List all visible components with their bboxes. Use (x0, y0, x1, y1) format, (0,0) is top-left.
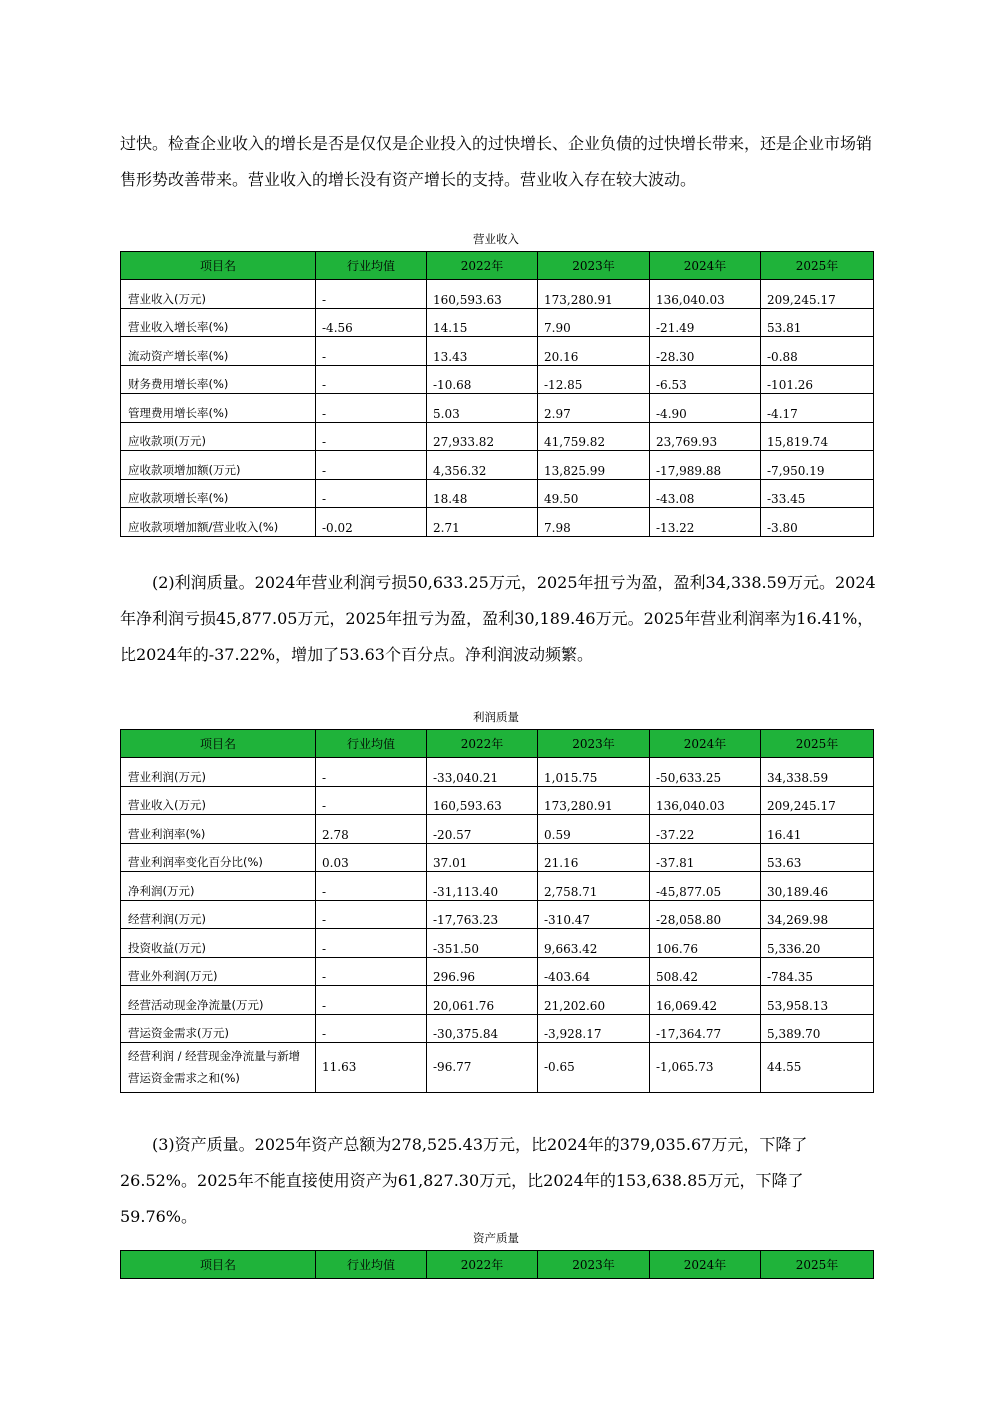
cell-industry-avg: - (316, 280, 427, 309)
cell-2023: 20.16 (538, 337, 650, 366)
cell-2023: 2,758.71 (538, 872, 650, 901)
row-label: 经营利润 / 经营现金净流量与新增营运资金需求之和(%) (121, 1043, 316, 1093)
cell-2024: -37.81 (650, 843, 761, 872)
header-2022: 2022年 (427, 252, 538, 280)
cell-2024: 136,040.03 (650, 786, 761, 815)
cell-2025: 16.41 (761, 815, 874, 844)
header-2023: 2023年 (538, 252, 650, 280)
revenue-table-caption: 营业收入 (473, 232, 519, 246)
cell-2024: -17,989.88 (650, 451, 761, 480)
header-industry-avg: 行业均值 (316, 730, 427, 758)
cell-2024: 16,069.42 (650, 986, 761, 1015)
asset-paragraph: (3)资产质量。2025年资产总额为278,525.43万元，比2024年的379,035.67万元，下降了26.52%。2025年不能直接使用资产为61,827.30万元，比2024年的153,638.85万元，下降了59.76%。 (120, 1135, 808, 1226)
profit-table (120, 729, 874, 1093)
cell-2022: 2.71 (427, 508, 538, 537)
asset-table-caption: 资产质量 (473, 1231, 519, 1245)
cell-2022: 5.03 (427, 394, 538, 423)
table-row (121, 843, 874, 872)
cell-2023: -12.85 (538, 365, 650, 394)
cell-industry-avg: -4.56 (316, 308, 427, 337)
cell-2023: -3,928.17 (538, 1014, 650, 1043)
profit-table-body (121, 758, 874, 1043)
cell-2024: 136,040.03 (650, 280, 761, 309)
cell-industry-avg: - (316, 758, 427, 787)
header-2025: 2025年 (761, 252, 874, 280)
revenue-table (120, 251, 874, 537)
cell-2024: -4.90 (650, 394, 761, 423)
row-label: 营业收入增长率(%) (121, 308, 316, 337)
cell-2025: -101.26 (761, 365, 874, 394)
cell-industry-avg: - (316, 451, 427, 480)
cell-2025: 5,389.70 (761, 1014, 874, 1043)
cell-2022: 14.15 (427, 308, 538, 337)
table-row (121, 786, 874, 815)
header-2023: 2023年 (538, 1251, 650, 1279)
cell-industry-avg: 11.63 (316, 1043, 427, 1093)
cell-2022: -351.50 (427, 929, 538, 958)
cell-2023: 49.50 (538, 479, 650, 508)
header-item-name: 项目名 (121, 1251, 316, 1279)
cell-2022: -31,113.40 (427, 872, 538, 901)
cell-2022: -20.57 (427, 815, 538, 844)
header-industry-avg: 行业均值 (316, 1251, 427, 1279)
cell-2023: 21.16 (538, 843, 650, 872)
table-row (121, 280, 874, 309)
cell-industry-avg: - (316, 337, 427, 366)
table-header-row (121, 730, 874, 758)
table-row (121, 451, 874, 480)
cell-2024: -43.08 (650, 479, 761, 508)
cell-2024: 508.42 (650, 957, 761, 986)
profit-table-caption: 利润质量 (473, 710, 519, 724)
row-label: 营业收入(万元) (121, 280, 316, 309)
cell-2022: -17,763.23 (427, 900, 538, 929)
cell-2023: 7.98 (538, 508, 650, 537)
cell-2022: -10.68 (427, 365, 538, 394)
table-row (121, 758, 874, 787)
cell-2024: 23,769.93 (650, 422, 761, 451)
cell-2024: -28,058.80 (650, 900, 761, 929)
cell-2022: 160,593.63 (427, 280, 538, 309)
row-label: 营业利润率(%) (121, 815, 316, 844)
cell-2022: 160,593.63 (427, 786, 538, 815)
table-row (121, 957, 874, 986)
header-2022: 2022年 (427, 1251, 538, 1279)
table-row (121, 1043, 874, 1093)
cell-2022: 37.01 (427, 843, 538, 872)
cell-industry-avg: - (316, 422, 427, 451)
table-row (121, 365, 874, 394)
cell-2024: -37.22 (650, 815, 761, 844)
header-2024: 2024年 (650, 730, 761, 758)
header-item-name: 项目名 (121, 730, 316, 758)
header-item-name: 项目名 (121, 252, 316, 280)
cell-2024: -13.22 (650, 508, 761, 537)
table-row (121, 872, 874, 901)
cell-industry-avg: - (316, 929, 427, 958)
row-label: 应收款项增加额(万元) (121, 451, 316, 480)
cell-2025: -3.80 (761, 508, 874, 537)
cell-2023: 173,280.91 (538, 786, 650, 815)
table-row (121, 394, 874, 423)
cell-industry-avg: - (316, 479, 427, 508)
header-2024: 2024年 (650, 1251, 761, 1279)
row-label: 营业利润率变化百分比(%) (121, 843, 316, 872)
cell-2022: 13.43 (427, 337, 538, 366)
table-header-row (121, 1251, 874, 1279)
cell-industry-avg: - (316, 394, 427, 423)
table-row (121, 815, 874, 844)
cell-2022: 18.48 (427, 479, 538, 508)
cell-2025: 15,819.74 (761, 422, 874, 451)
cell-industry-avg: 2.78 (316, 815, 427, 844)
cell-2022: 27,933.82 (427, 422, 538, 451)
header-2022: 2022年 (427, 730, 538, 758)
header-2024: 2024年 (650, 252, 761, 280)
table-row (121, 929, 874, 958)
cell-industry-avg: - (316, 957, 427, 986)
cell-2022: -96.77 (427, 1043, 538, 1093)
cell-2025: 53.63 (761, 843, 874, 872)
header-2025: 2025年 (761, 730, 874, 758)
cell-2024: -45,877.05 (650, 872, 761, 901)
cell-2025: 53,958.13 (761, 986, 874, 1015)
cell-2025: 30,189.46 (761, 872, 874, 901)
table-row (121, 479, 874, 508)
cell-2025: 44.55 (761, 1043, 874, 1093)
row-label: 营业利润(万元) (121, 758, 316, 787)
header-industry-avg: 行业均值 (316, 252, 427, 280)
cell-industry-avg: -0.02 (316, 508, 427, 537)
table-row (121, 422, 874, 451)
table-row (121, 337, 874, 366)
cell-industry-avg: - (316, 365, 427, 394)
table-row (121, 900, 874, 929)
cell-industry-avg: - (316, 900, 427, 929)
row-label: 财务费用增长率(%) (121, 365, 316, 394)
table-row (121, 1014, 874, 1043)
header-2023: 2023年 (538, 730, 650, 758)
cell-2024: -28.30 (650, 337, 761, 366)
cell-2025: 5,336.20 (761, 929, 874, 958)
profit-table-last-row (121, 1043, 874, 1093)
row-label: 应收款项增加额/营业收入(%) (121, 508, 316, 537)
cell-industry-avg: 0.03 (316, 843, 427, 872)
cell-2025: -0.88 (761, 337, 874, 366)
cell-2025: -33.45 (761, 479, 874, 508)
cell-2022: 296.96 (427, 957, 538, 986)
cell-2024: -21.49 (650, 308, 761, 337)
row-label: 营业收入(万元) (121, 786, 316, 815)
cell-2025: -784.35 (761, 957, 874, 986)
row-label: 应收款项增长率(%) (121, 479, 316, 508)
table-row (121, 308, 874, 337)
intro-paragraph: 过快。检查企业收入的增长是否是仅仅是企业投入的过快增长、企业负债的过快增长带来，还是企业市场销售形势改善带来。营业收入的增长没有资产增长的支持。营业收入存在较大波动。 (120, 134, 873, 189)
row-label: 营运资金需求(万元) (121, 1014, 316, 1043)
asset-table (120, 1250, 874, 1279)
cell-2024: -50,633.25 (650, 758, 761, 787)
row-label: 净利润(万元) (121, 872, 316, 901)
cell-2023: 21,202.60 (538, 986, 650, 1015)
cell-2025: 34,269.98 (761, 900, 874, 929)
cell-2024: -6.53 (650, 365, 761, 394)
profit-paragraph: (2)利润质量。2024年营业利润亏损50,633.25万元，2025年扭亏为盈，盈利34,338.59万元。2024年净利润亏损45,877.05万元，2025年扭亏为盈，盈利30,189.46万元。2025年营业利润率为16.41%，比2024年的-37.22%，增加了53.63个百分点。净利润波动频繁。 (120, 573, 876, 664)
cell-2022: 4,356.32 (427, 451, 538, 480)
cell-2023: -310.47 (538, 900, 650, 929)
cell-2023: 13,825.99 (538, 451, 650, 480)
header-2025: 2025年 (761, 1251, 874, 1279)
row-label: 应收款项(万元) (121, 422, 316, 451)
cell-2024: -17,364.77 (650, 1014, 761, 1043)
cell-2023: 173,280.91 (538, 280, 650, 309)
cell-2024: 106.76 (650, 929, 761, 958)
cell-industry-avg: - (316, 786, 427, 815)
row-label: 经营利润(万元) (121, 900, 316, 929)
cell-2023: 2.97 (538, 394, 650, 423)
table-row (121, 508, 874, 537)
cell-2022: -30,375.84 (427, 1014, 538, 1043)
cell-2022: -33,040.21 (427, 758, 538, 787)
cell-2025: -4.17 (761, 394, 874, 423)
cell-2023: 1,015.75 (538, 758, 650, 787)
row-label: 投资收益(万元) (121, 929, 316, 958)
cell-2023: 0.59 (538, 815, 650, 844)
cell-2022: 20,061.76 (427, 986, 538, 1015)
cell-industry-avg: - (316, 872, 427, 901)
cell-industry-avg: - (316, 1014, 427, 1043)
cell-2023: 7.90 (538, 308, 650, 337)
cell-2025: 34,338.59 (761, 758, 874, 787)
revenue-table-body (121, 280, 874, 537)
cell-industry-avg: - (316, 986, 427, 1015)
table-header-row (121, 252, 874, 280)
cell-2024: -1,065.73 (650, 1043, 761, 1093)
row-label: 营业外利润(万元) (121, 957, 316, 986)
cell-2025: 209,245.17 (761, 786, 874, 815)
cell-2023: -403.64 (538, 957, 650, 986)
cell-2025: 53.81 (761, 308, 874, 337)
cell-2025: -7,950.19 (761, 451, 874, 480)
row-label: 流动资产增长率(%) (121, 337, 316, 366)
cell-2025: 209,245.17 (761, 280, 874, 309)
cell-2023: 41,759.82 (538, 422, 650, 451)
table-row (121, 986, 874, 1015)
cell-2023: 9,663.42 (538, 929, 650, 958)
row-label: 管理费用增长率(%) (121, 394, 316, 423)
cell-2023: -0.65 (538, 1043, 650, 1093)
row-label: 经营活动现金净流量(万元) (121, 986, 316, 1015)
